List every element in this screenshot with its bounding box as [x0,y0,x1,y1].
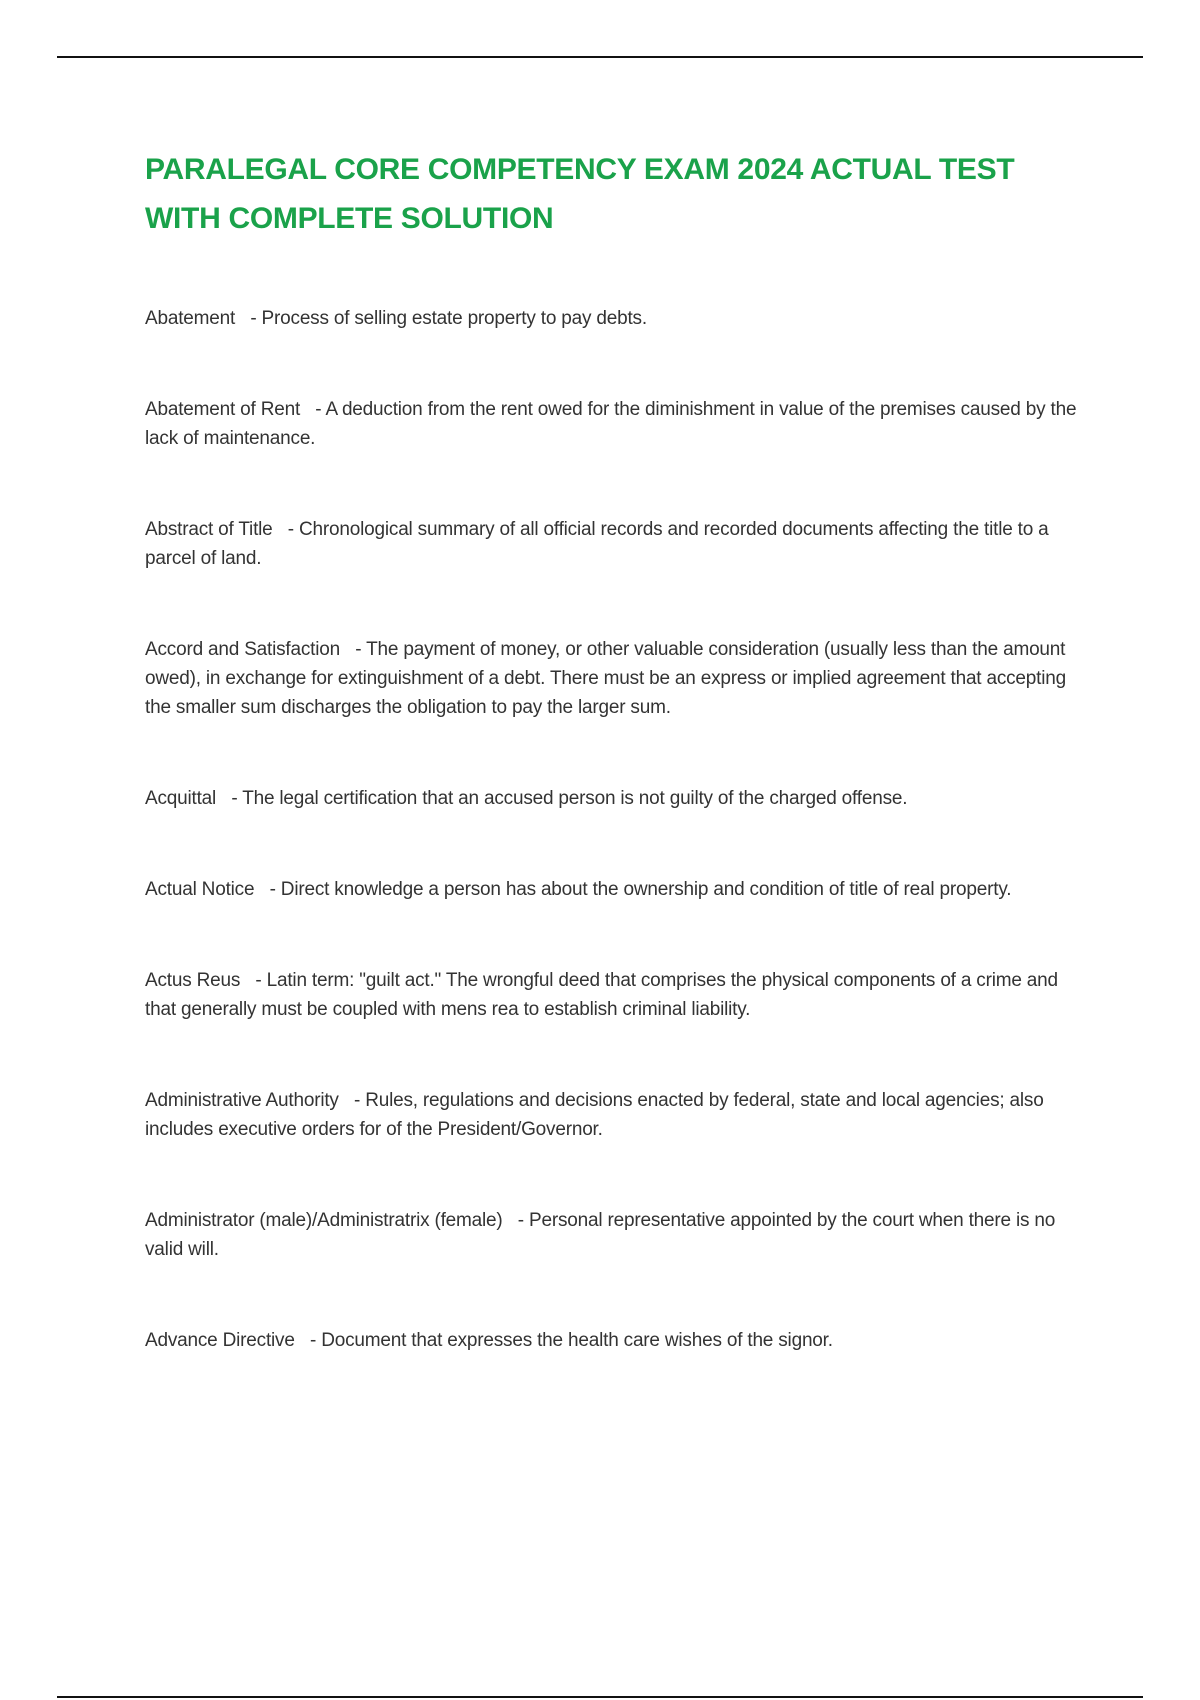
glossary-entry [145,875,1085,904]
entry-term: Accord and Satisfaction [145,639,341,660]
glossary-entry [145,1206,1085,1264]
glossary-entry [145,1326,1085,1355]
document-body [145,145,1085,1417]
entry-term: Administrative Authority [145,1090,339,1111]
entry-separator: - [340,639,367,660]
entry-term: Actual Notice [145,879,255,900]
entry-definition: A deduction from the rent owed for the diminishment in value of the premises caused by the lack of maintenance. [145,399,1077,449]
entry-term: Actus Reus [145,970,241,991]
entry-term: Abatement of Rent [145,399,301,420]
entry-definition: The legal certification that an accused person is not guilty of the charged offense. [242,788,908,809]
entry-separator: - [254,879,281,900]
glossary-entry [145,635,1085,722]
glossary-entry [145,304,1085,333]
glossary-entry [145,1086,1085,1144]
top-rule [57,56,1143,58]
entry-definition: Process of selling estate property to pay debts. [261,308,647,329]
glossary-entry [145,966,1085,1024]
entry-term: Administrator (male)/Administratrix (female) [145,1210,503,1231]
glossary-entry [145,515,1085,573]
entry-definition: Rules, regulations and decisions enacted by federal, state and local agencies; also includes executive orders for of the President/Governor. [145,1090,1044,1140]
glossary-list [145,304,1085,1355]
entry-definition: Direct knowledge a person has about the ownership and condition of title of real property. [280,879,1012,900]
entry-separator: - [235,308,262,329]
entry-definition: Latin term: "guilt act." The wrongful deed that comprises the physical components of a crime and that generally must be coupled with mens rea to establish criminal liability. [145,970,1058,1020]
document-title: PARALEGAL CORE COMPETENCY EXAM 2024 ACTUAL TEST WITH COMPLETE SOLUTION [145,153,1015,235]
entry-term: Acquittal [145,788,217,809]
entry-separator: - [272,519,299,540]
entry-separator: - [502,1210,530,1231]
entry-separator: - [338,1090,366,1111]
bottom-rule [57,1696,1143,1698]
entry-separator: - [216,788,243,809]
entry-definition: Document that expresses the health care wishes of the signor. [321,1330,833,1351]
entry-separator: - [294,1330,322,1351]
entry-separator: - [300,399,326,420]
glossary-entry [145,395,1085,453]
entry-definition: Personal representative appointed by the court when there is no valid will. [145,1210,1056,1260]
entry-definition: The payment of money, or other valuable consideration (usually less than the amount owed), in exchange for extinguishment of a debt. There must be an express or implied agreement that accepting the smaller sum discharges the obligation to pay the larger sum. [145,639,1067,718]
entry-separator: - [240,970,267,991]
glossary-entry [145,784,1085,813]
entry-term: Abstract of Title [145,519,273,540]
entry-definition: Chronological summary of all official records and recorded documents affecting the title to a parcel of land. [145,519,1049,569]
entry-term: Advance Directive [145,1330,295,1351]
entry-term: Abatement [145,308,236,329]
